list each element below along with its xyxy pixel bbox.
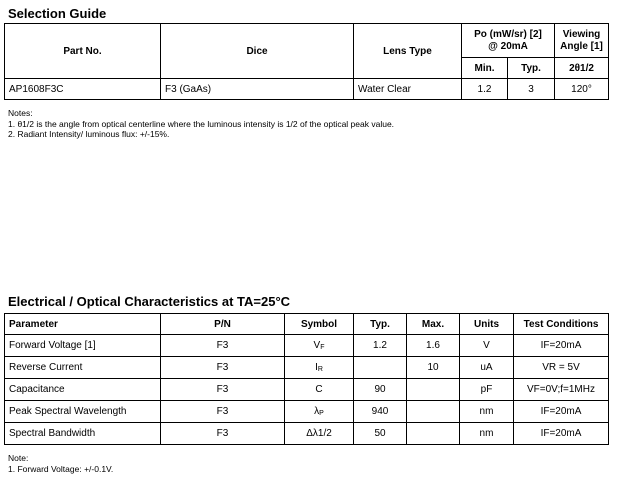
- cell-units: pF: [460, 379, 514, 401]
- cell-max: 1.6: [407, 335, 460, 357]
- header-po: [462, 24, 555, 58]
- cell-parameter: Spectral Bandwidth: [5, 423, 161, 445]
- cell-typ: 50: [354, 423, 407, 445]
- table-row: [5, 335, 609, 357]
- cell-symbol: [285, 423, 354, 445]
- cell-units: nm: [460, 401, 514, 423]
- header-parameter: Parameter: [5, 314, 161, 335]
- cell-symbol: [285, 401, 354, 423]
- cell-pn: F3: [161, 357, 285, 379]
- cell-pn: F3: [161, 379, 285, 401]
- cell-max: 10: [407, 357, 460, 379]
- header-po-line2: @ 20mA: [488, 40, 528, 52]
- table-row: [5, 357, 609, 379]
- symbol-main: I: [315, 362, 318, 373]
- cell-test: IF=20mA: [514, 423, 609, 445]
- cell-angle: 120°: [555, 79, 609, 100]
- note-1: 1. θ1/2 is the angle from optical centerline where the luminous intensity is 1/2 of the optical peak value.: [8, 118, 395, 129]
- cell-max: [407, 423, 460, 445]
- header-part-no: Part No.: [5, 24, 161, 79]
- cell-typ: 940: [354, 401, 407, 423]
- notes-title: Notes:: [8, 108, 33, 118]
- header-dice: Dice: [161, 24, 354, 79]
- cell-parameter: Capacitance: [5, 379, 161, 401]
- table-row: [5, 401, 609, 423]
- cell-typ: [354, 357, 407, 379]
- header-symbol: Symbol: [285, 314, 354, 335]
- selection-notes: [8, 108, 394, 140]
- cell-typ: 3: [508, 79, 555, 100]
- header-min: Min.: [462, 58, 508, 79]
- cell-dice: F3 (GaAs): [161, 79, 354, 100]
- symbol-main: C: [315, 384, 323, 395]
- cell-pn: F3: [161, 401, 285, 423]
- cell-max: [407, 379, 460, 401]
- header-max: Max.: [407, 314, 460, 335]
- symbol-main: λ: [314, 406, 320, 417]
- electrical-title: Electrical / Optical Characteristics at TA=25°C: [8, 294, 291, 309]
- header-pn: P/N: [161, 314, 285, 335]
- cell-symbol: [285, 379, 354, 401]
- symbol-main: Δλ1/2: [306, 428, 332, 439]
- symbol-sub: F: [320, 344, 325, 351]
- cell-units: V: [460, 335, 514, 357]
- note-2: 2. Radiant Intensity/ luminous flux: +/-15%.: [8, 129, 170, 139]
- cell-test: VR = 5V: [514, 357, 609, 379]
- selection-guide-table: [4, 23, 609, 100]
- cell-typ: 1.2: [354, 335, 407, 357]
- cell-pn: F3: [161, 423, 285, 445]
- cell-test: IF=20mA: [514, 401, 609, 423]
- cell-test: VF=0V;f=1MHz: [514, 379, 609, 401]
- table-row: [5, 423, 609, 445]
- header-viewing-line2: Angle [1]: [560, 40, 603, 52]
- header-po-line1: Po (mW/sr) [2]: [474, 28, 542, 40]
- cell-parameter: Reverse Current: [5, 357, 161, 379]
- symbol-main: V: [313, 340, 321, 351]
- selection-guide-title: Selection Guide: [8, 6, 107, 21]
- cell-units: nm: [460, 423, 514, 445]
- table-row: [5, 79, 609, 100]
- cell-min: 1.2: [462, 79, 508, 100]
- header-viewing-angle: [555, 24, 609, 58]
- cell-units: uA: [460, 357, 514, 379]
- cell-lens-type: Water Clear: [354, 79, 462, 100]
- cell-parameter: Peak Spectral Wavelength: [5, 401, 161, 423]
- cell-symbol: [285, 357, 354, 379]
- notes-title: Note:: [8, 453, 29, 463]
- cell-part-no: AP1608F3C: [5, 79, 161, 100]
- header-typ: Typ.: [508, 58, 555, 79]
- cell-parameter: Forward Voltage [1]: [5, 335, 161, 357]
- cell-symbol: [285, 335, 354, 357]
- cell-pn: F3: [161, 335, 285, 357]
- header-typ: Typ.: [354, 314, 407, 335]
- table-row: [5, 379, 609, 401]
- symbol-sub: P: [319, 410, 324, 417]
- header-theta: 2θ1/2: [555, 58, 609, 79]
- cell-typ: 90: [354, 379, 407, 401]
- electrical-notes: [8, 453, 113, 474]
- symbol-sub: R: [317, 366, 323, 373]
- header-test-conditions: Test Conditions: [514, 314, 609, 335]
- cell-max: [407, 401, 460, 423]
- note-1: 1. Forward Voltage: +/-0.1V.: [8, 463, 114, 474]
- cell-test: IF=20mA: [514, 335, 609, 357]
- header-viewing-line1: Viewing: [562, 28, 601, 40]
- header-units: Units: [460, 314, 514, 335]
- header-lens-type: Lens Type: [354, 24, 462, 79]
- electrical-table: [4, 313, 609, 445]
